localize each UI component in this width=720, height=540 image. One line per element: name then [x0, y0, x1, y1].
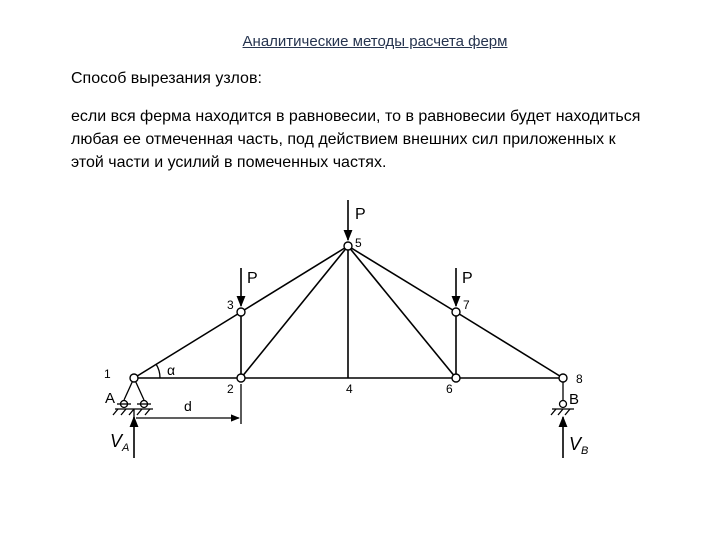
- node-8-hinge: [559, 374, 567, 382]
- load-label-right: P: [462, 270, 473, 287]
- node-1-hinge: [130, 374, 138, 382]
- node-label-7: 7: [463, 298, 470, 312]
- node-label-3: 3: [227, 298, 234, 312]
- angle-arc: [156, 364, 160, 378]
- node-6-hinge: [452, 374, 460, 382]
- node-7-hinge: [452, 308, 460, 316]
- page-title: Аналитические методы расчета ферм: [242, 33, 508, 50]
- node-2-hinge: [237, 374, 245, 382]
- support-label-b: B: [569, 391, 580, 408]
- member-1-3: [134, 312, 241, 378]
- node-label-2: 2: [227, 382, 234, 396]
- node-3-hinge: [237, 308, 245, 316]
- load-label-left: P: [247, 270, 258, 287]
- node-label-8: 8: [576, 372, 583, 386]
- member-5-7: [348, 246, 456, 312]
- node-label-4: 4: [346, 382, 353, 396]
- section-subtitle: Способ вырезания узлов:: [71, 70, 262, 87]
- support-a: [113, 378, 153, 415]
- reaction-label-a: $V_A$: [110, 431, 130, 454]
- node-label-1: 1: [104, 367, 111, 381]
- paragraph-line-2: любая ее отмеченная часть, под действием внешних сил приложенных к: [71, 131, 616, 148]
- node-label-6: 6: [446, 382, 453, 396]
- node-label-5: 5: [355, 236, 362, 250]
- support-label-a: A: [105, 390, 116, 407]
- node-5-hinge: [344, 242, 352, 250]
- member-5-6: [348, 246, 456, 378]
- load-label-top: P: [355, 206, 366, 223]
- reaction-label-b: $V_B$: [569, 434, 589, 457]
- paragraph-line-1: если вся ферма находится в равновесии, то в равновесии будет находиться: [71, 108, 641, 125]
- paragraph-line-3: этой части и усилий в помеченных частях.: [71, 154, 387, 171]
- angle-label: α: [167, 362, 176, 378]
- member-7-8: [456, 312, 563, 378]
- dimension-label: d: [184, 398, 192, 414]
- member-2-5: [241, 246, 348, 378]
